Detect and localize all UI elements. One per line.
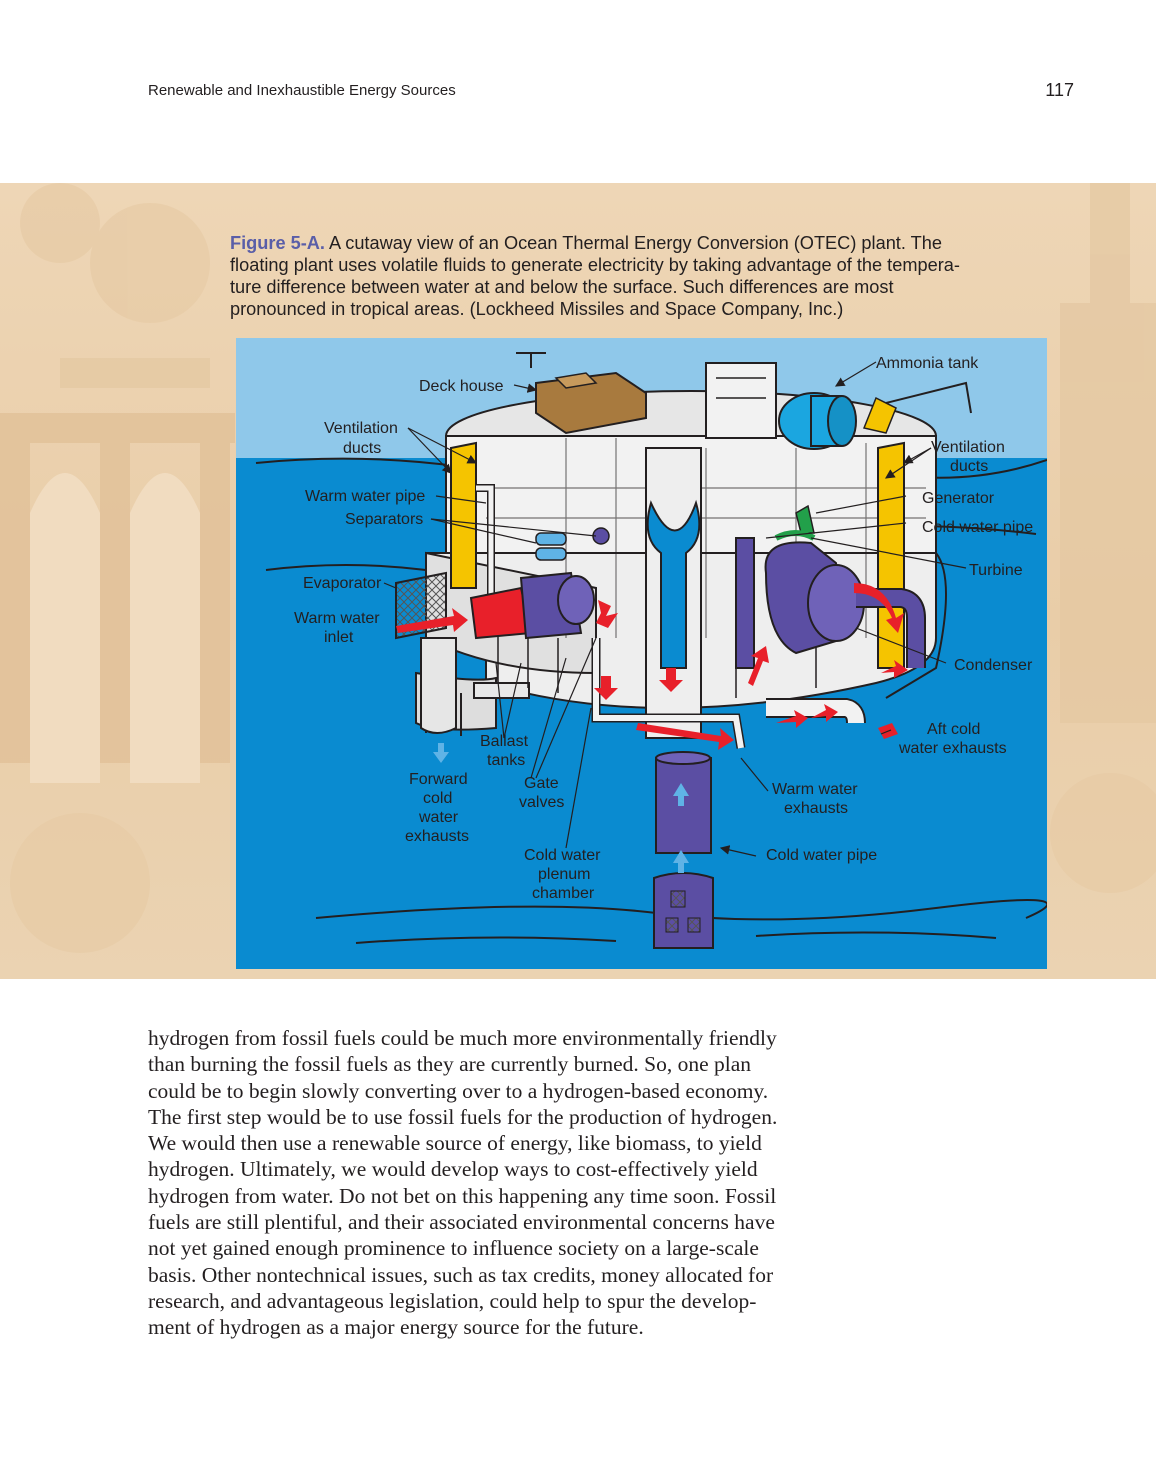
ventilation-duct-left (451, 443, 476, 588)
label-condenser: Condenser (954, 657, 1033, 674)
body-line: hydrogen. Ultimately, we would develop ways to cost-effectively yield (148, 1157, 758, 1182)
caption-line-1: A cutaway view of an Ocean Thermal Energy Conversion (OTEC) plant. The (325, 233, 942, 253)
label-cold-water-plenum-2: plenum (538, 866, 591, 883)
label-generator: Generator (922, 490, 995, 507)
label-ventilation-ducts-right-2: ducts (950, 458, 989, 475)
label-turbine: Turbine (969, 562, 1023, 579)
caption-line-4: pronounced in tropical areas. (Lockheed Missiles and Space Company, Inc.) (230, 299, 844, 319)
body-line: The first step would be to use fossil fuels for the production of hydrogen. (148, 1104, 778, 1129)
label-cold-water-pipe-upper: Cold water pipe (922, 519, 1034, 536)
label-forward-4: exhausts (405, 828, 470, 845)
label-ammonia-tank: Ammonia tank (876, 355, 979, 372)
label-forward-2: cold (423, 790, 453, 807)
central-shaft (646, 448, 701, 738)
otec-plant-diagram (236, 338, 1047, 969)
label-ballast-tanks-2: tanks (487, 752, 526, 769)
ammonia-tank (779, 393, 856, 449)
figure-caption (230, 232, 1070, 320)
label-gate-valves-2: valves (519, 794, 565, 811)
label-aft-cold-2: water exhausts (899, 740, 1007, 757)
body-line: hydrogen from fossil fuels could be much more environmentally friendly (148, 1026, 777, 1050)
body-line: We would then use a renewable source of energy, like biomass, to yield (148, 1131, 762, 1156)
label-warm-water-exhausts-1: Warm water (772, 781, 858, 798)
label-ballast-tanks-1: Ballast (480, 733, 529, 750)
label-ventilation-ducts-left-2: ducts (343, 440, 382, 457)
forward-leg (421, 638, 456, 733)
page-number: 117 (1045, 80, 1074, 100)
label-aft-cold-1: Aft cold (927, 721, 981, 738)
label-cold-water-plenum-3: chamber (532, 885, 595, 902)
body-line: ment of hydrogen as a major energy source for the future. (148, 1315, 644, 1340)
body-text (148, 1025, 868, 1341)
superstructure (706, 363, 776, 438)
body-line: fuels are still plentiful, and their associated environmental concerns have (148, 1210, 775, 1235)
label-warm-water-inlet-1: Warm water (294, 610, 380, 627)
label-evaporator: Evaporator (303, 575, 382, 592)
body-line: than burning the fossil fuels as they are currently burned. So, one plan (148, 1052, 752, 1077)
body-line: could be to begin slowly converting over to a hydrogen-based economy. (148, 1078, 769, 1103)
cold-water-pipe (654, 752, 713, 948)
label-forward-3: water (419, 809, 459, 826)
label-warm-water-pipe: Warm water pipe (305, 488, 426, 505)
figure-label: Figure 5-A. (230, 233, 325, 253)
label-cold-water-pipe-lower: Cold water pipe (766, 847, 878, 864)
caption-line-3: ture difference between water at and below the surface. Such differences are most (230, 277, 894, 297)
label-cold-water-plenum-1: Cold water (524, 847, 601, 864)
label-forward-1: Forward (409, 771, 468, 788)
body-line: not yet gained enough prominence to influence society on a large-scale (148, 1236, 759, 1261)
label-warm-water-exhausts-2: exhausts (784, 800, 849, 817)
caption-line-2: floating plant uses volatile fluids to generate electricity by taking advantage of the tempera- (230, 255, 960, 275)
label-ventilation-ducts-right-1: Ventilation (931, 439, 1005, 456)
label-gate-valves-1: Gate (524, 775, 559, 792)
body-line: basis. Other nontechnical issues, such as tax credits, money allocated for (148, 1262, 774, 1287)
label-ventilation-ducts-left-1: Ventilation (324, 420, 398, 437)
label-separators: Separators (345, 511, 424, 528)
body-line: hydrogen from water. Do not bet on this happening any time soon. Fossil (148, 1183, 777, 1208)
label-deck-house: Deck house (419, 378, 504, 395)
running-head: Renewable and Inexhaustible Energy Sources (148, 82, 456, 99)
body-line: research, and advantageous legislation, could help to spur the develop- (148, 1288, 757, 1313)
label-warm-water-inlet-2: inlet (324, 629, 354, 646)
